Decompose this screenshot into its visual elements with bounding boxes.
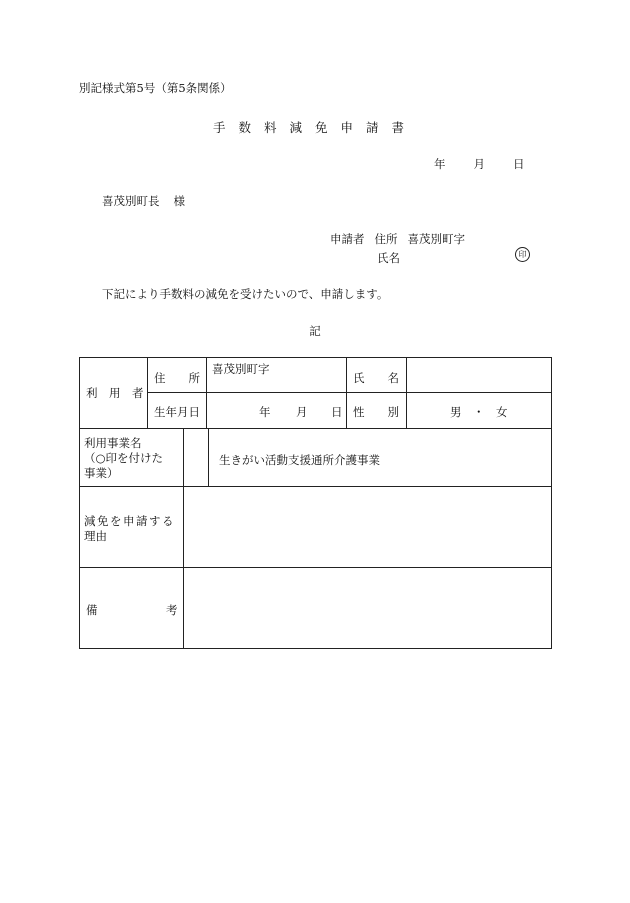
business-value: 生きがい活動支援通所介護事業 [219, 453, 380, 467]
name-label: 氏 名 [353, 371, 399, 385]
addressee-name: 喜茂別町長 [102, 194, 160, 208]
applicant-address-label: 住所 [374, 232, 398, 246]
user-label: 利 用 者 [86, 386, 144, 400]
addressee-suffix: 様 [173, 194, 185, 208]
remarks-field[interactable] [184, 568, 551, 648]
reason-label-line2: 理由 [84, 529, 107, 543]
form-number: 別記様式第5号（第5条関係） [79, 81, 232, 95]
reason-field[interactable] [184, 487, 551, 567]
business-label-line2: （○印を付けた [84, 451, 164, 465]
birthdate-field[interactable] [207, 393, 346, 428]
remarks-label-char1: 備 [86, 603, 98, 617]
applicant-role-label: 申請者 [330, 232, 365, 246]
business-label-line3: 事業） [84, 466, 119, 480]
business-mark-field[interactable] [184, 429, 208, 486]
address-label: 住 所 [154, 371, 200, 385]
date-day: 日 [513, 157, 525, 171]
ki-heading: 記 [309, 324, 321, 338]
name-field[interactable] [407, 358, 551, 392]
date-year: 年 [434, 157, 446, 171]
remarks-label-char2: 考 [166, 603, 178, 617]
address-field[interactable]: 喜茂別町字 [212, 362, 270, 376]
birth-month-unit: 月 [296, 405, 308, 419]
document-title: 手数料減免申請書 [212, 120, 417, 135]
applicant-name-label: 氏名 [377, 251, 400, 265]
reason-label-line1: 減免を申請する [84, 514, 175, 528]
applicant-address-value[interactable]: 喜茂別町字 [407, 232, 465, 246]
birth-day-unit: 日 [331, 405, 343, 419]
date-month: 月 [473, 157, 485, 171]
intro-text: 下記により手数料の減免を受けたいので、申請します。 [102, 287, 389, 301]
sex-label: 性 別 [353, 405, 399, 419]
seal-mark: 印 [515, 247, 530, 262]
birth-year-unit: 年 [259, 405, 271, 419]
birthdate-label: 生年月日 [154, 405, 200, 419]
sex-options[interactable]: 男 ・ 女 [450, 405, 508, 419]
business-label-line1: 利用事業名 [84, 436, 142, 450]
